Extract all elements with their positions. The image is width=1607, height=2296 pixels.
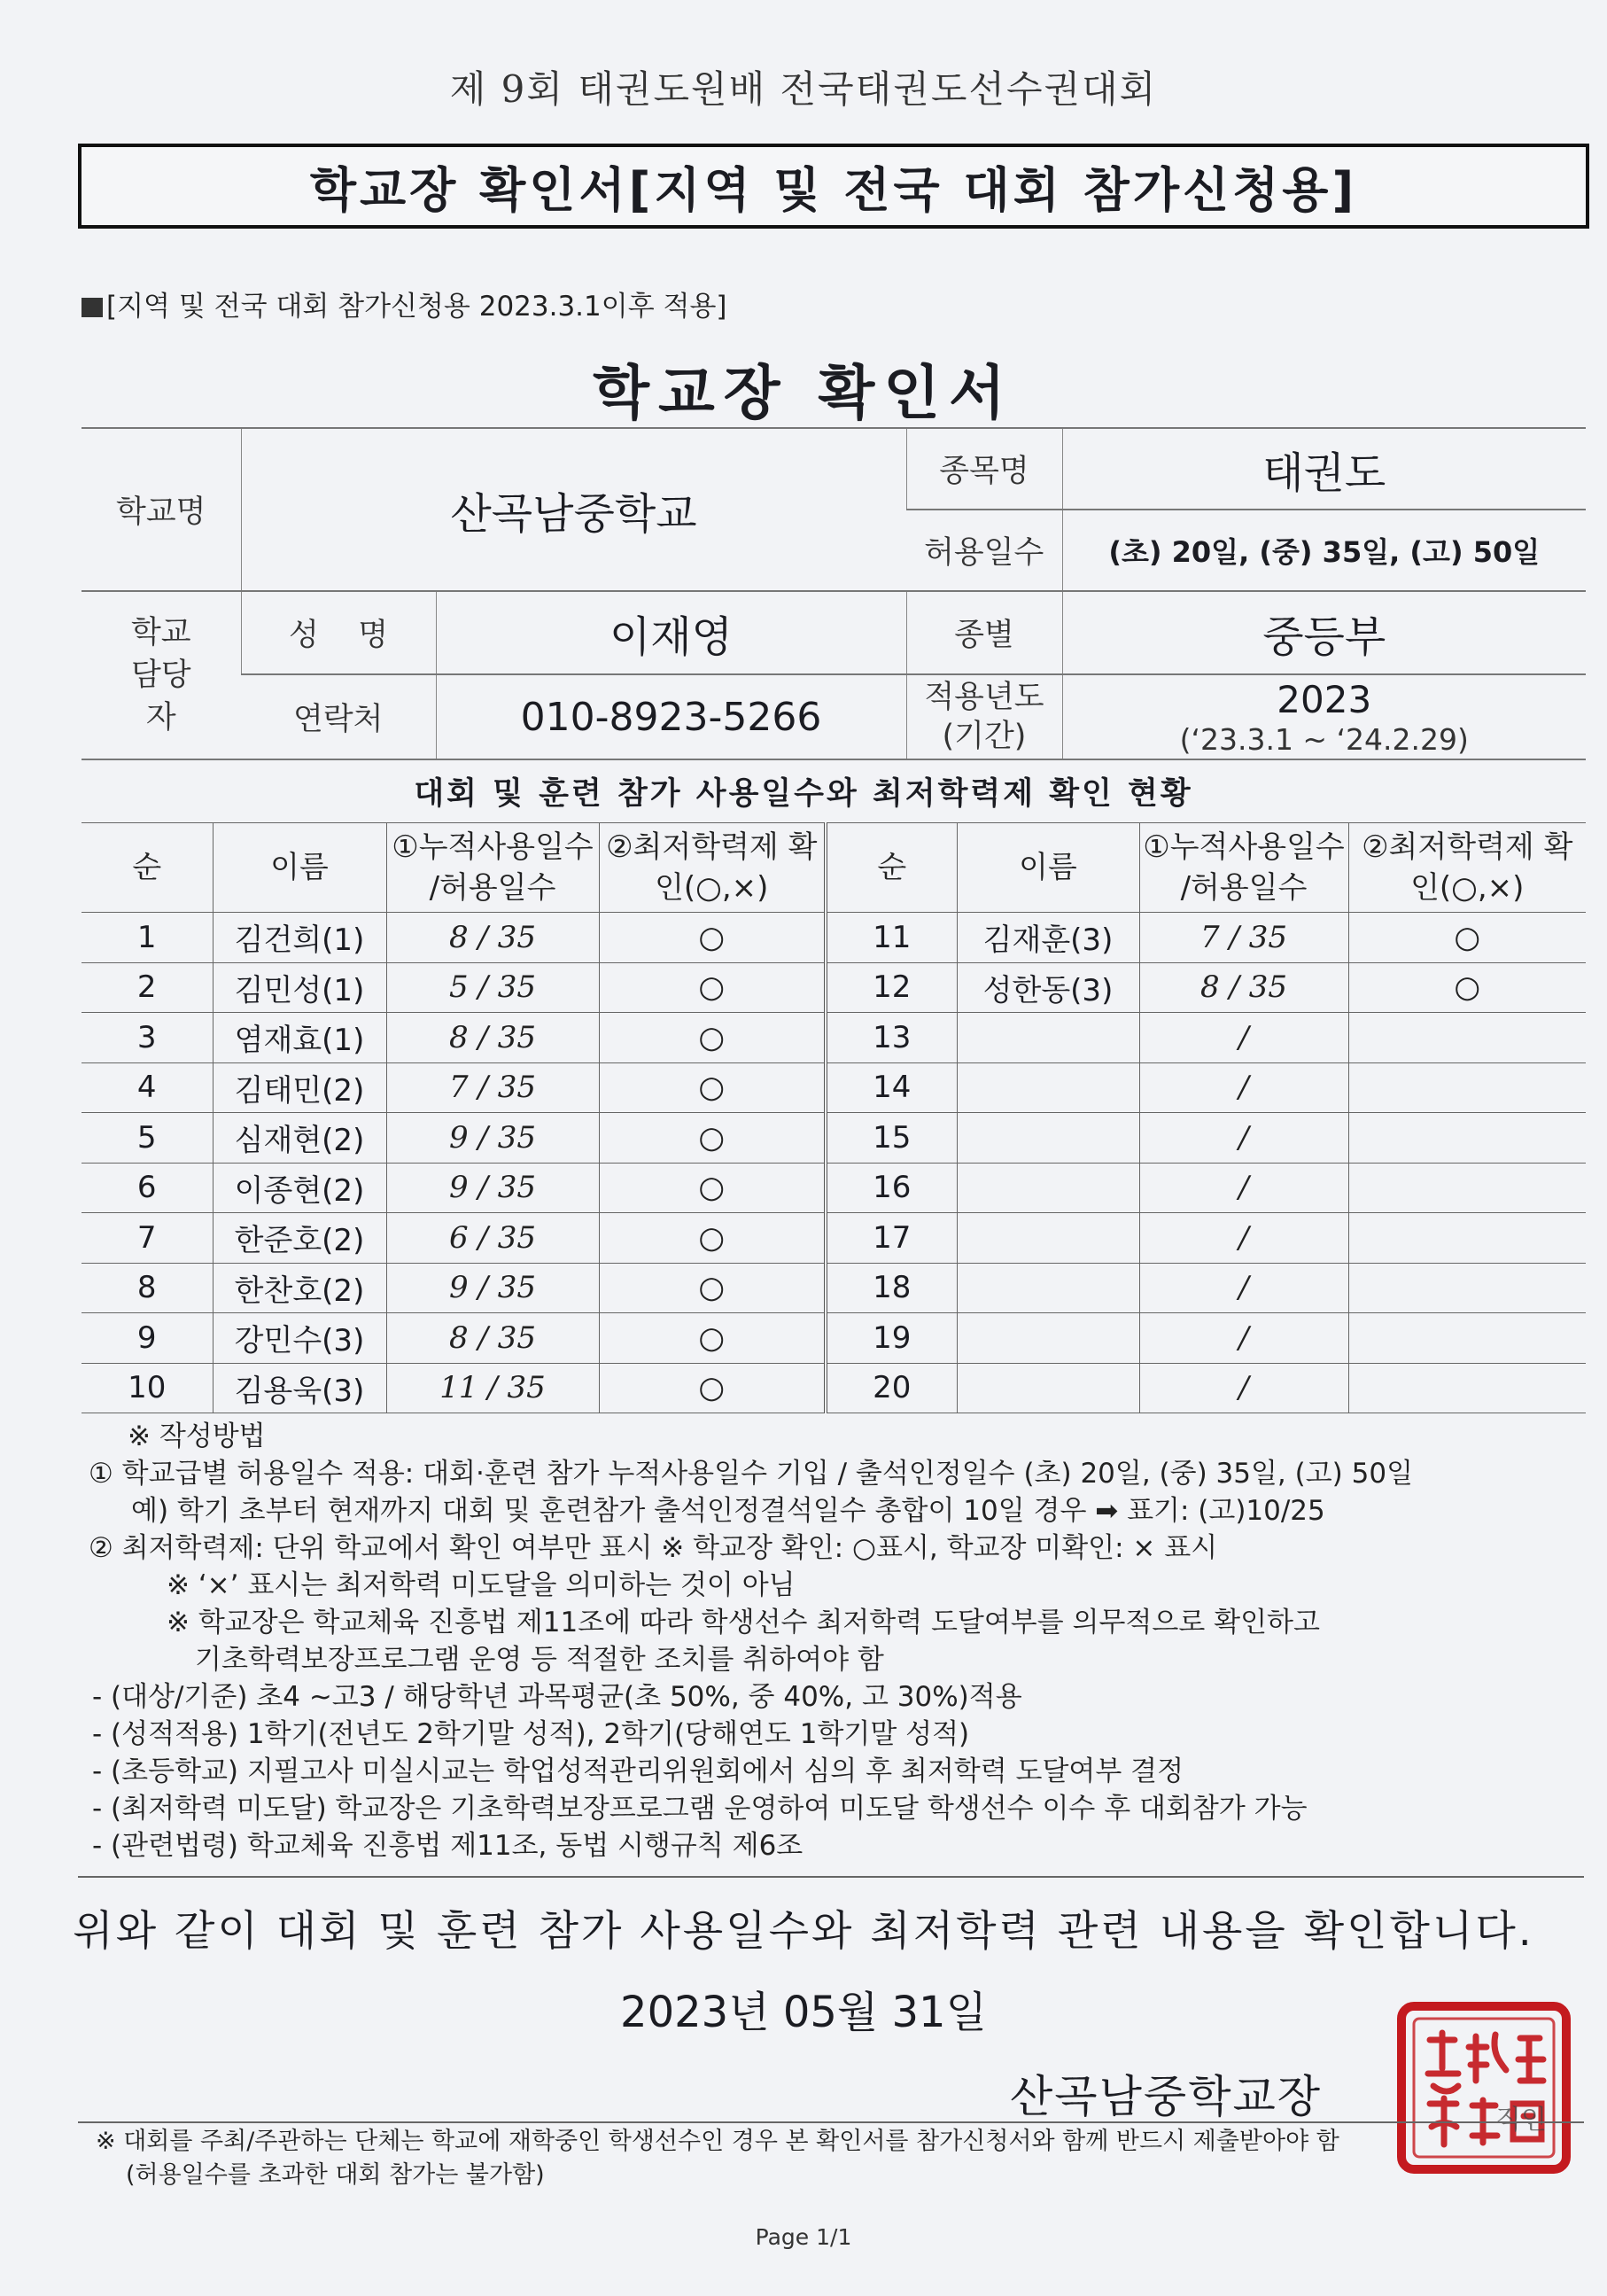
academic-check: ○ (599, 1113, 826, 1164)
division-value: 중등부 (1062, 591, 1586, 674)
row-number: 19 (826, 1313, 957, 1364)
header-confirm-right: ②최저학력제 확인(○,×) (1348, 823, 1586, 913)
header-name-right: 이름 (957, 823, 1139, 913)
student-name: 한준호(2) (213, 1213, 386, 1264)
used-days: 7 / 35 (386, 1062, 599, 1113)
note-line: 예) 학기 초부터 현재까지 대회 및 훈련참가 출석인정결석일수 총합이 10일 경우 ➡ 표기: (고)10/25 (131, 1495, 1325, 1527)
row-number: 11 (826, 913, 957, 963)
academic-check (1348, 1363, 1586, 1413)
used-days: 8 / 35 (386, 1013, 599, 1063)
used-days: / (1139, 1013, 1348, 1063)
header-no-left: 순 (82, 823, 213, 913)
section-note-text: [지역 및 전국 대회 참가신청용 2023.3.1이후 적용] (106, 291, 727, 323)
student-name (957, 1013, 1139, 1063)
student-name: 김재훈(3) (957, 913, 1139, 963)
academic-check: ○ (599, 1263, 826, 1313)
used-days: / (1139, 1263, 1348, 1313)
student-name: 강민수(3) (213, 1313, 386, 1364)
section-note (82, 284, 727, 323)
row-number: 2 (82, 962, 213, 1013)
contact-name: 이재영 (436, 591, 906, 674)
academic-check: ○ (599, 1213, 826, 1264)
row-number: 18 (826, 1263, 957, 1313)
student-name: 김건희(1) (213, 913, 386, 963)
event-title: 제 9회 태권도원배 전국태권도선수권대회 (449, 67, 1158, 111)
used-days: 6 / 35 (386, 1213, 599, 1264)
student-name (957, 1062, 1139, 1113)
academic-check (1348, 1062, 1586, 1113)
divider (78, 1876, 1584, 1878)
note-line: - (초등학교) 지필고사 미실시교는 학업성적관리위원회에서 심의 후 최저학력 도달여부 결정 (92, 1755, 1184, 1787)
name-label: 성 명 (241, 591, 436, 674)
table-row (82, 1263, 1586, 1313)
year-label: 적용년도 (기간) (906, 674, 1062, 759)
student-name: 김용욱(3) (213, 1363, 386, 1413)
table-row (82, 1062, 1586, 1113)
box-title: 학교장 확인서[지역 및 전국 대회 참가신청용] (78, 144, 1589, 229)
sport-label: 종목명 (906, 428, 1062, 510)
student-name: 이종현(2) (213, 1163, 386, 1213)
row-number: 14 (826, 1062, 957, 1113)
header-confirm-left: ②최저학력제 확인(○,×) (599, 823, 826, 913)
row-number: 9 (82, 1313, 213, 1364)
used-days: 9 / 35 (386, 1263, 599, 1313)
note-line: - (관련법령) 학교체육 진흥법 제11조, 동법 시행규칙 제6조 (92, 1830, 804, 1862)
roster-table (82, 822, 1586, 1413)
academic-check (1348, 1113, 1586, 1164)
table-row (82, 1313, 1586, 1364)
note-line: ※ ‘×’ 표시는 최저학력 미도달을 의미하는 것이 아님 (167, 1569, 796, 1601)
used-days: / (1139, 1062, 1348, 1113)
student-name (957, 1113, 1139, 1164)
table-row (82, 913, 1586, 963)
used-days: / (1139, 1163, 1348, 1213)
note-line: - (최저학력 미도달) 학교장은 기초학력보장프로그램 운영하여 미도달 학생선수 이수 후 대회참가 가능 (92, 1793, 1308, 1825)
note-line: ② 최저학력제: 단위 학교에서 확인 여부만 표시 ※ 학교장 확인: ○표시, 학교장 미확인: × 표시 (89, 1532, 1218, 1564)
used-days: / (1139, 1213, 1348, 1264)
footnote (96, 2125, 1584, 2192)
division-label: 종별 (906, 591, 1062, 674)
academic-check: ○ (599, 913, 826, 963)
used-days: / (1139, 1113, 1348, 1164)
used-days: 8 / 35 (1139, 962, 1348, 1013)
row-number: 8 (82, 1263, 213, 1313)
row-number: 12 (826, 962, 957, 1013)
note-line: - (성적적용) 1학기(전년도 2학기말 성적), 2학기(당해연도 1학기말 성적) (92, 1718, 970, 1750)
student-name: 심재현(2) (213, 1113, 386, 1164)
student-name (957, 1163, 1139, 1213)
student-name: 김민성(1) (213, 962, 386, 1013)
year-value: 2023 (1277, 677, 1372, 721)
row-number: 16 (826, 1163, 957, 1213)
academic-check: ○ (1348, 913, 1586, 963)
period-value: (‘23.3.1 ~ ‘24.2.29) (1179, 721, 1469, 757)
academic-check: ○ (599, 1363, 826, 1413)
student-name (957, 1213, 1139, 1264)
header-days-right: ①누적사용일수 /허용일수 (1139, 823, 1348, 913)
note-line: ※ 학교장은 학교체육 진흥법 제11조에 따라 학생선수 최저학력 도달여부를 의무적으로 확인하고 (167, 1607, 1320, 1638)
instructions (89, 1418, 1586, 1864)
note-line: ① 학교급별 허용일수 적용: 대회·훈련 참가 누적사용일수 기입 / 출석인정일수 (초) 20일, (중) 35일, (고) 50일 (89, 1458, 1414, 1490)
academic-check: ○ (599, 1013, 826, 1063)
page-number: Page 1/1 (755, 2224, 852, 2250)
row-number: 4 (82, 1062, 213, 1113)
row-number: 5 (82, 1113, 213, 1164)
phone-label: 연락처 (241, 674, 436, 759)
used-days: 11 / 35 (386, 1363, 599, 1413)
roster-title: 대회 및 훈련 참가 사용일수와 최저학력제 확인 현황 (414, 776, 1193, 812)
allowed-days-label: 허용일수 (906, 510, 1062, 591)
school-name-label: 학교명 (82, 428, 241, 591)
principal-signature: 산곡남중학교장 (1010, 2071, 1323, 2122)
header-days-left: ①누적사용일수 /허용일수 (386, 823, 599, 913)
row-number: 1 (82, 913, 213, 963)
document-title: 학교장 확인서 (593, 359, 1014, 427)
academic-check: ○ (1348, 962, 1586, 1013)
academic-check (1348, 1313, 1586, 1364)
student-name: 염재효(1) (213, 1013, 386, 1063)
student-name (957, 1313, 1139, 1364)
used-days: / (1139, 1363, 1348, 1413)
note-line: ※ 작성방법 (128, 1420, 266, 1452)
header-no-right: 순 (826, 823, 957, 913)
academic-check: ○ (599, 1313, 826, 1364)
header-name-left: 이름 (213, 823, 386, 913)
table-row (82, 962, 1586, 1013)
sport-value: 태권도 (1062, 428, 1586, 510)
used-days: 9 / 35 (386, 1113, 599, 1164)
row-number: 6 (82, 1163, 213, 1213)
student-name (957, 1263, 1139, 1313)
used-days: / (1139, 1313, 1348, 1364)
academic-check: ○ (599, 962, 826, 1013)
table-row (82, 1363, 1586, 1413)
row-number: 17 (826, 1213, 957, 1264)
row-number: 3 (82, 1013, 213, 1063)
student-name (957, 1363, 1139, 1413)
row-number: 20 (826, 1363, 957, 1413)
table-row (82, 1013, 1586, 1063)
row-number: 7 (82, 1213, 213, 1264)
phone-value: 010-8923-5266 (436, 674, 906, 759)
row-number: 10 (82, 1363, 213, 1413)
footnote-line: ※ 대회를 주최/주관하는 단체는 학교에 재학중인 학생선수인 경우 본 확인서를 참가신청서와 함께 반드시 제출받아야 함 (96, 2128, 1339, 2155)
student-name: 한찬호(2) (213, 1263, 386, 1313)
academic-check (1348, 1263, 1586, 1313)
row-number: 15 (826, 1113, 957, 1164)
academic-check (1348, 1213, 1586, 1264)
academic-check: ○ (599, 1062, 826, 1113)
school-info-table (82, 427, 1586, 760)
used-days: 7 / 35 (1139, 913, 1348, 963)
school-name: 산곡남중학교 (241, 428, 906, 591)
seal-text: 직인 (1495, 2105, 1547, 2136)
divider (78, 2121, 1584, 2123)
used-days: 8 / 35 (386, 1313, 599, 1364)
used-days: 8 / 35 (386, 913, 599, 963)
used-days: 9 / 35 (386, 1163, 599, 1213)
table-row (82, 1213, 1586, 1264)
note-line: 기초학력보장프로그램 운영 등 적절한 조치를 취하여야 함 (195, 1644, 884, 1676)
confirmation-statement: 위와 같이 대회 및 훈련 참가 사용일수와 최저학력 관련 내용을 확인합니다. (73, 1907, 1534, 1956)
academic-check: ○ (599, 1163, 826, 1213)
row-number: 13 (826, 1013, 957, 1063)
allowed-days-value: (초) 20일, (중) 35일, (고) 50일 (1062, 510, 1586, 591)
square-bullet-icon (82, 298, 103, 317)
year-cell (1062, 674, 1586, 759)
footnote-line: (허용일수를 초과한 대회 참가는 불가함) (126, 2161, 545, 2189)
issue-date: 2023년 05월 31일 (620, 1988, 987, 2037)
academic-check (1348, 1163, 1586, 1213)
contact-person-label: 학교 담당자 (82, 591, 241, 759)
student-name: 성한동(3) (957, 962, 1139, 1013)
note-line: - (대상/기준) 초4 ~고3 / 해당학년 과목평균(초 50%, 중 40%, 고 30%)적용 (92, 1681, 1022, 1713)
table-row (82, 1113, 1586, 1164)
table-row (82, 1163, 1586, 1213)
academic-check (1348, 1013, 1586, 1063)
student-name: 김태민(2) (213, 1062, 386, 1113)
used-days: 5 / 35 (386, 962, 599, 1013)
